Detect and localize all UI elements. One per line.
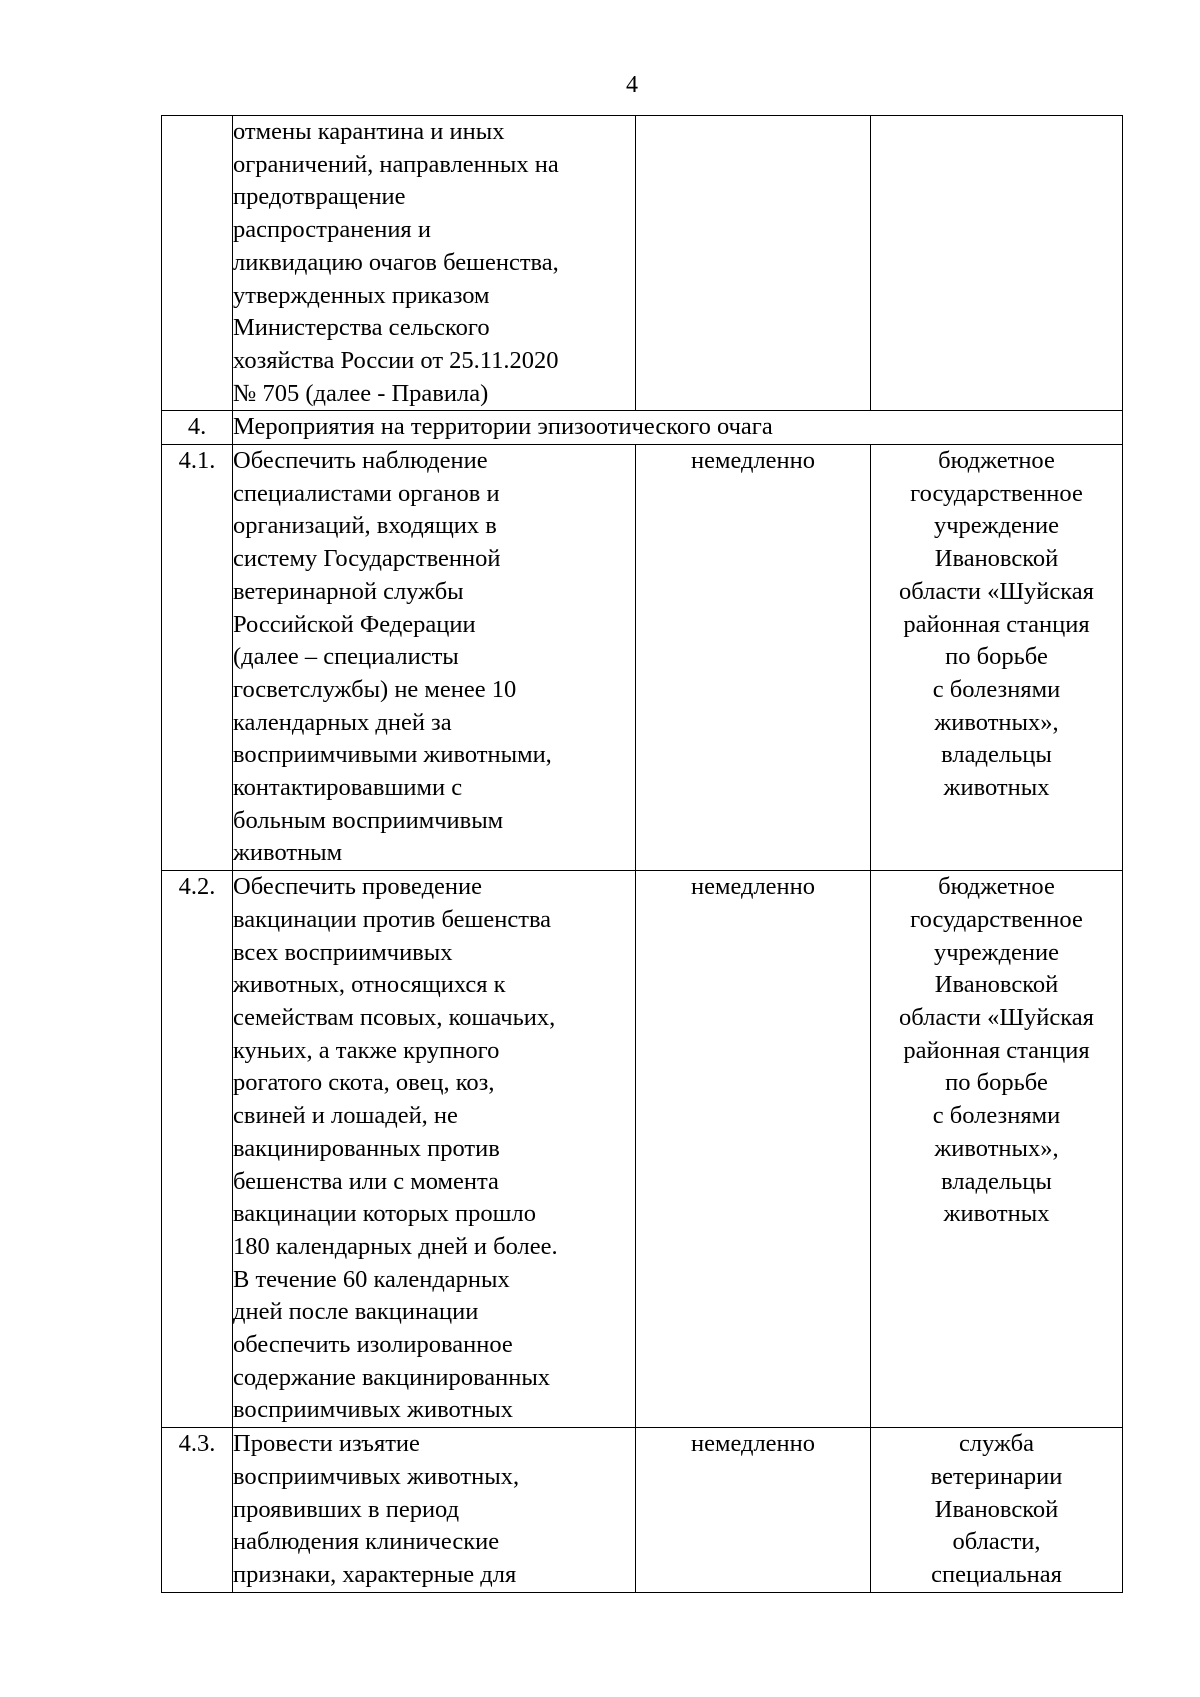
text-line: наблюдения клинические (233, 1528, 500, 1556)
measure-text-cell (233, 871, 636, 1428)
table-row (162, 1428, 1123, 1593)
text-line: животным (233, 839, 343, 867)
resp-line: по борьбе (945, 1069, 1048, 1097)
text-line: (далее – специалисты (233, 643, 459, 671)
text-line: вакцинации против бешенства (233, 905, 552, 933)
text-line: восприимчивых животных, (233, 1462, 520, 1490)
text-line: животных, относящихся к (233, 971, 506, 999)
resp-line: с болезнями (932, 1102, 1061, 1130)
text-line: Министерства сельского (233, 314, 490, 342)
text-line: утвержденных приказом (233, 281, 490, 309)
text-line: обеспечить изолированное (233, 1331, 513, 1359)
resp-line: владельцы (941, 1167, 1052, 1195)
table-row (162, 445, 1123, 871)
row-number: 4.3. (162, 1428, 233, 1593)
text-line: распространения и (233, 216, 431, 244)
text-line: ветеринарной службы (233, 577, 464, 605)
text-line: В течение 60 календарных (233, 1265, 510, 1293)
term-cell: немедленно (636, 1428, 871, 1593)
resp-line: учреждение (933, 938, 1060, 966)
resp-line: ветеринарии (930, 1462, 1063, 1490)
text-line: Обеспечить проведение (233, 873, 483, 901)
row-number: 4.2. (162, 871, 233, 1428)
text-line: куньих, а также крупного (233, 1036, 500, 1064)
resp-line: с болезнями (932, 675, 1061, 703)
resp-line: специальная (931, 1560, 1062, 1588)
responsible-cell (871, 116, 1123, 411)
row-number-cell (162, 116, 233, 411)
measure-text-cell (233, 1428, 636, 1593)
resp-line: учреждение (933, 512, 1060, 540)
measure-text-cell (233, 116, 636, 411)
table-row (162, 871, 1123, 1428)
resp-line: животных (943, 1200, 1050, 1228)
text-line: всех восприимчивых (233, 938, 453, 966)
text-line: семействам псовых, кошачьих, (233, 1003, 556, 1031)
section-number: 4. (162, 411, 233, 445)
resp-line: районная станция (903, 1036, 1090, 1064)
resp-line: животных (943, 774, 1050, 802)
text-line: восприимчивыми животными, (233, 741, 552, 769)
text-line: 180 календарных дней и более. (233, 1232, 558, 1260)
resp-line: Ивановской (934, 1495, 1059, 1523)
resp-line: области, (952, 1528, 1041, 1556)
text-line: специалистами органов и (233, 479, 500, 507)
resp-line: области «Шуйская (899, 577, 1094, 605)
resp-line: районная станция (903, 610, 1090, 638)
text-line: Обеспечить наблюдение (233, 447, 488, 475)
resp-line: владельцы (941, 741, 1052, 769)
text-line: календарных дней за (233, 708, 452, 736)
text-line: госветслужбы) не менее 10 (233, 675, 517, 703)
responsible-cell (871, 871, 1123, 1428)
responsible-cell (871, 445, 1123, 871)
resp-line: по борьбе (945, 643, 1048, 671)
text-line: организаций, входящих в (233, 512, 497, 540)
row-number: 4.1. (162, 445, 233, 871)
section-title: Мероприятия на территории эпизоотического очага (233, 411, 1123, 445)
text-line: больным восприимчивым (233, 806, 504, 834)
text-line: № 705 (далее - Правила) (233, 379, 489, 407)
text-line: бешенства или с момента (233, 1167, 499, 1195)
text-line: вакцинации которых прошло (233, 1200, 536, 1228)
resp-line: государственное (910, 905, 1083, 933)
text-line: дней после вакцинации (233, 1298, 479, 1326)
text-line: содержание вакцинированных (233, 1363, 551, 1391)
resp-line: служба (959, 1430, 1034, 1458)
text-line: Российской Федерации (233, 610, 476, 638)
resp-line: животных», (934, 708, 1059, 736)
section-row (162, 411, 1123, 445)
text-line: систему Государственной (233, 545, 501, 573)
resp-line: животных», (934, 1134, 1059, 1162)
resp-line: бюджетное (938, 873, 1055, 901)
text-line: Провести изъятие (233, 1430, 420, 1458)
text-line: хозяйства России от 25.11.2020 (233, 346, 559, 374)
measures-table (161, 115, 1123, 1593)
term-cell (636, 116, 871, 411)
text-line: проявивших в период (233, 1495, 460, 1523)
text-line: рогатого скота, овец, коз, (233, 1069, 495, 1097)
text-line: отмены карантина и иных (233, 118, 505, 145)
term-cell: немедленно (636, 871, 871, 1428)
resp-line: области «Шуйская (899, 1003, 1094, 1031)
text-line: ограничений, направленных на (233, 150, 559, 178)
responsible-cell (871, 1428, 1123, 1593)
page-number: 4 (626, 72, 638, 98)
text-line: предотвращение (233, 183, 406, 211)
text-line: вакцинированных против (233, 1134, 500, 1162)
resp-line: государственное (910, 479, 1083, 507)
text-line: ликвидацию очагов бешенства, (233, 248, 559, 276)
resp-line: бюджетное (938, 447, 1055, 475)
text-line: свиней и лошадей, не (233, 1102, 458, 1130)
measure-text-cell (233, 445, 636, 871)
text-line: восприимчивых животных (233, 1396, 513, 1424)
term-cell: немедленно (636, 445, 871, 871)
table-row-continuation (162, 116, 1123, 411)
text-line: контактировавшими с (233, 774, 463, 802)
resp-line: Ивановской (934, 971, 1059, 999)
resp-line: Ивановской (934, 545, 1059, 573)
text-line: признаки, характерные для (233, 1560, 517, 1588)
